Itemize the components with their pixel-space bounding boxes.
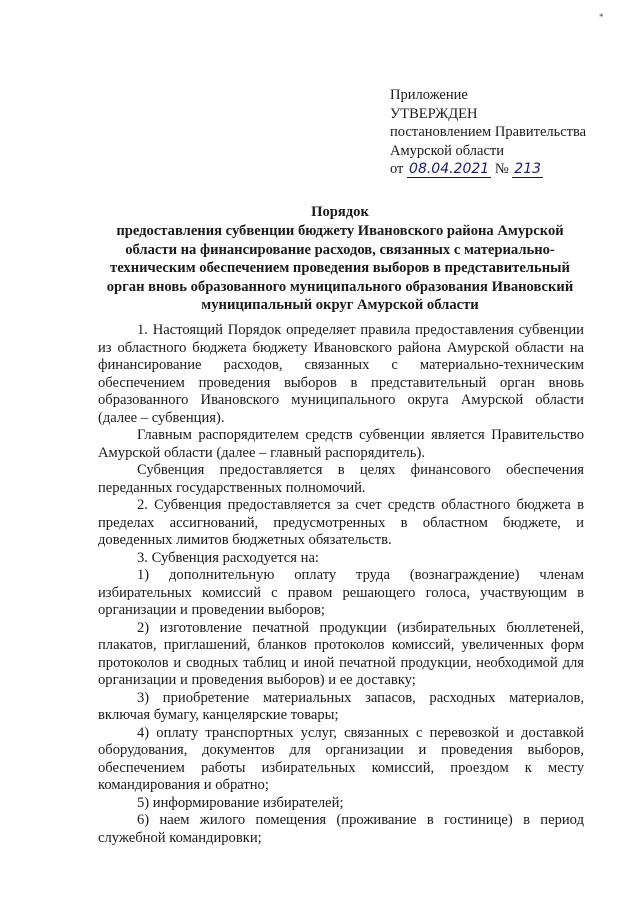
approval-region: Амурской области (390, 142, 504, 159)
document-title (98, 203, 582, 314)
approval-date-line (390, 160, 586, 179)
number-sign: № (494, 161, 509, 177)
list-item: 3) приобретение материальных запасов, расходных материалов, включая бумагу, канцелярские товары; (98, 689, 584, 723)
handwritten-date: 08.04.2021 (409, 161, 490, 177)
title-main: Порядок (311, 204, 369, 220)
approval-approved: УТВЕРЖДЕН (390, 105, 478, 122)
corner-mark: * (599, 12, 604, 22)
list-item: 6) наем жилого помещения (проживание в гостинице) в период служебной командировки; (98, 812, 584, 846)
approval-by-resolution: постановлением Правительства (390, 124, 587, 140)
paragraph: 1. Настоящий Порядок определяет правила предоставления субвенции из областного бюджета бюджету Ивановского района Амурской области на финансирование расходов, связанных с материально-техническим обеспечением проведения выборов в представительный орган вновь образованного Ивановского муниципального округа Амурской области (далее – субвенция). (98, 322, 584, 426)
paragraph: 2. Субвенция предоставляется за счет средств областного бюджета в пределах ассигнований, предусмотренных в областном бюджете, и доведенных лимитов бюджетных обязательств. (98, 497, 584, 548)
list-item: 1) дополнительную оплату труда (вознаграждение) членам избирательных комиссий с правом решающего голоса, участвующим в организации и проведении выборов; (98, 567, 584, 618)
paragraph: 3. Субвенция расходуется на: (137, 549, 319, 566)
document-body (98, 322, 584, 847)
title-subtitle: предоставления субвенции бюджету Ивановского района Амурской области на финансирование расходов, связанных с материально-техническим обеспечением проведения выборов в представительный орган вновь образованного муниципального образования Ивановский муниципальный округ Амурской области (106, 223, 574, 314)
list-item: 2) изготовление печатной продукции (избирательных бюллетеней, плакатов, приглашений, бланков протоколов комиссий, увеличенных форм протоколов и сводных таблиц и иной печатной продукции, необходимой для организации и проведения выборов) и ее доставку; (98, 619, 584, 688)
date-prefix: от (390, 161, 404, 177)
paragraph: Субвенция предоставляется в целях финансового обеспечения переданных государственных полномочий. (98, 462, 584, 496)
approval-appendix: Приложение (390, 87, 468, 103)
list-item: 4) оплату транспортных услуг, связанных с перевозкой и доставкой оборудования, документов для организации и проведения выборов, обеспечением работы избирательных комиссий, проездом к месту командирования и обратно; (98, 724, 584, 793)
list-item: 5) информирование избирателей; (137, 794, 344, 811)
paragraph: Главным распорядителем средств субвенции является Правительство Амурской области (далее – главный распорядитель). (98, 427, 584, 461)
approval-block (390, 86, 586, 179)
handwritten-number: 213 (514, 161, 542, 177)
